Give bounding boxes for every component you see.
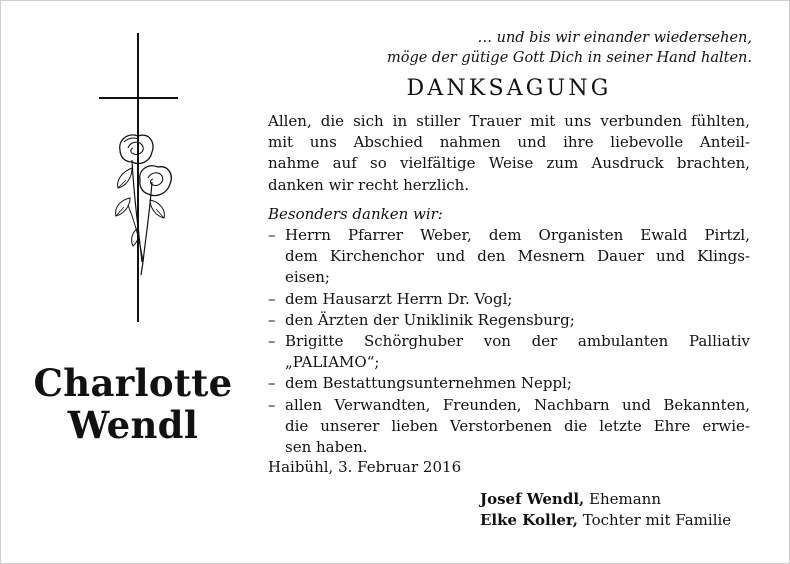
list-dash: – [268, 331, 276, 350]
intro-line: Allen, die sich in stiller Trauer mit uns verbunden fühlten, [268, 112, 750, 130]
thanks-list [268, 225, 750, 458]
intro-line: nahme auf so vielfältige Weise zum Ausdruck brachten, [268, 154, 750, 173]
list-item [268, 395, 750, 459]
list-dash: – [268, 395, 276, 414]
signer-relation: Ehemann [584, 490, 661, 508]
quote [268, 28, 752, 68]
list-dash: – [268, 374, 276, 393]
list-dash: – [268, 226, 276, 244]
signer [480, 489, 731, 510]
list-item [268, 310, 750, 331]
quote-line-2: möge der gütige Gott Dich in seiner Hand halten. [386, 50, 752, 66]
list-item-line: die unserer lieben Verstorbenen die letzte Ehre erwie- [285, 416, 750, 435]
list-item-line: Herrn Pfarrer Weber, dem Organisten Ewald Pirtzl, [285, 226, 750, 244]
signer-relation: Tochter mit Familie [577, 511, 732, 529]
intro-paragraph [268, 111, 750, 196]
list-dash: – [268, 289, 276, 308]
quote-line-1: … und bis wir einander wiedersehen, [477, 30, 752, 46]
deceased-last-name: Wendl [67, 403, 199, 447]
list-item [268, 331, 750, 373]
list-item-line: Brigitte Schörghuber von der ambulanten Palliativ [285, 331, 750, 350]
list-item-line: dem Bestattungsunternehmen Neppl; [285, 374, 572, 393]
list-item-line: eisen; [285, 268, 330, 287]
intro-line: mit uns Abschied nahmen und ihre liebevolle Anteil- [268, 133, 750, 152]
list-item-line: allen Verwandten, Freunden, Nachbarn und Bekannten, [285, 395, 750, 414]
cross-with-roses-icon [0, 0, 268, 330]
place-date: Haibühl, 3. Februar 2016 [268, 458, 462, 476]
list-item [268, 373, 750, 394]
thanks-heading: Besonders danken wir: [268, 205, 443, 223]
deceased-name [14, 362, 252, 446]
signer-name: Elke Koller, [480, 511, 578, 529]
page-title: DANKSAGUNG [406, 76, 612, 101]
list-item-line: dem Hausarzt Herrn Dr. Vogl; [285, 289, 513, 308]
list-item [268, 289, 750, 310]
list-dash: – [268, 310, 276, 329]
list-item-line: den Ärzten der Uniklinik Regensburg; [285, 310, 575, 329]
deceased-first-name: Charlotte [33, 361, 233, 405]
left-column [0, 0, 268, 564]
list-item-line: dem Kirchenchor und den Mesnern Dauer und Klings- [285, 247, 750, 266]
signer-name: Josef Wendl, [480, 490, 585, 508]
list-item-line: „PALIAMO“; [285, 353, 380, 372]
list-item [268, 225, 750, 289]
signers [480, 489, 731, 531]
intro-line: danken wir recht herzlich. [268, 175, 470, 194]
signer [480, 510, 731, 531]
list-item-line: sen haben. [285, 437, 368, 456]
